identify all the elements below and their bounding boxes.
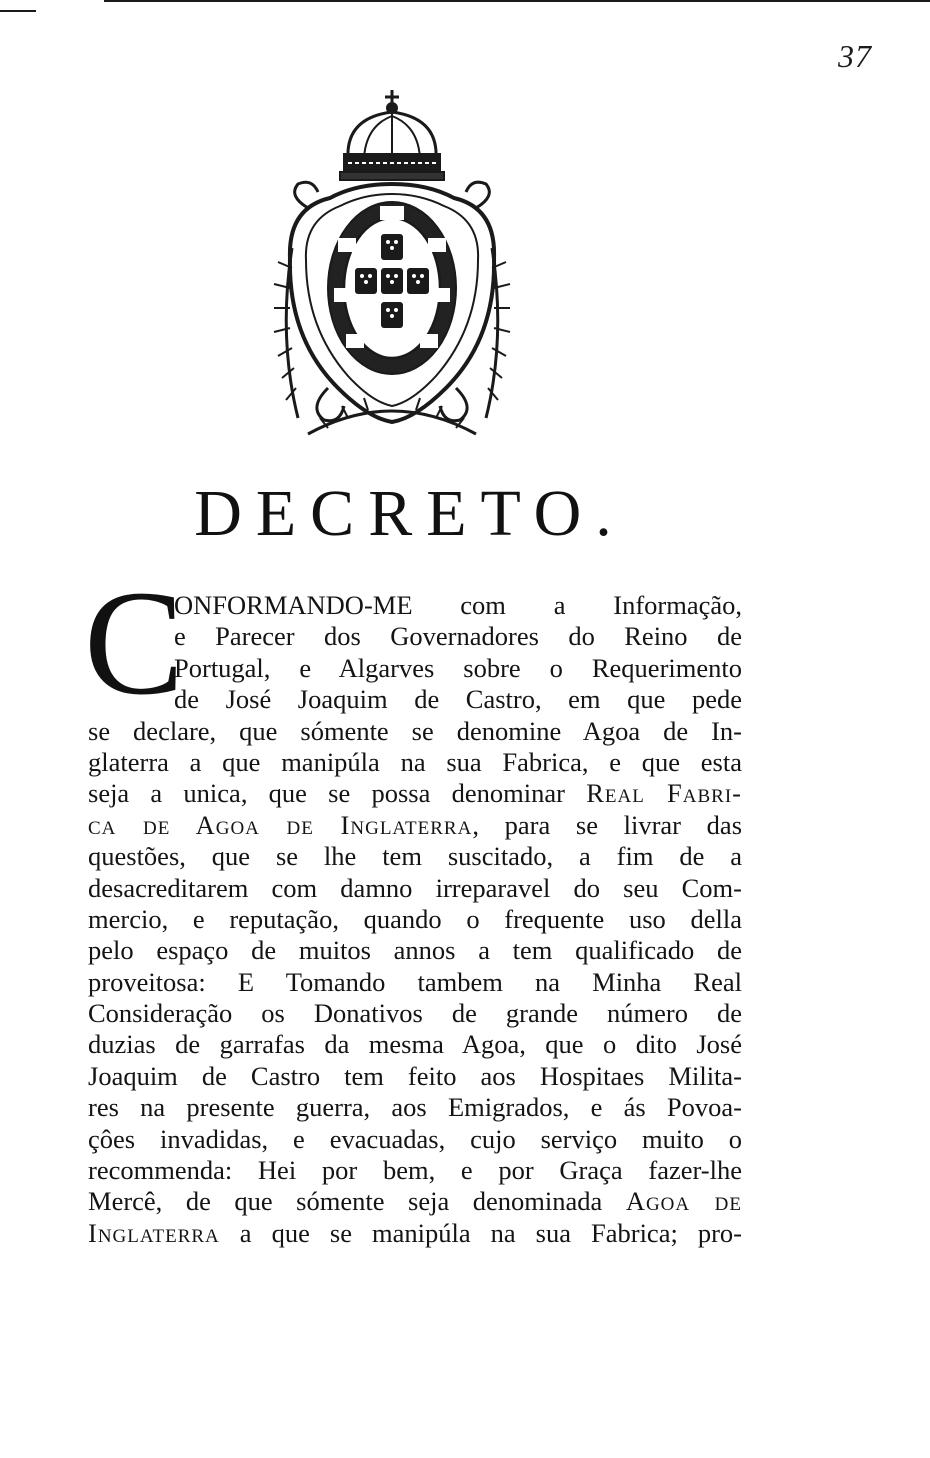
text-line bbox=[88, 778, 742, 809]
text-line bbox=[88, 1061, 742, 1092]
text-line bbox=[88, 747, 742, 778]
small-caps-text: ca de Agoa de Inglaterra bbox=[88, 809, 473, 840]
small-caps-text: Agoa de bbox=[625, 1186, 742, 1217]
text-segment: Mercê, de que sómente seja denominada bbox=[88, 1186, 626, 1217]
text-segment: Consideração os Donativos de grande número de bbox=[88, 998, 742, 1029]
text-line bbox=[88, 716, 742, 747]
small-caps-text: Inglaterra bbox=[88, 1217, 220, 1248]
text-segment: desacreditarem com damno irreparavel do seu Com- bbox=[88, 872, 742, 903]
text-segment: a que se manipúla na sua Fabrica; pro- bbox=[219, 1217, 742, 1248]
text-line bbox=[88, 590, 742, 621]
small-caps-text: Real Fabri- bbox=[586, 778, 742, 809]
text-line bbox=[88, 1092, 742, 1123]
text-segment: e Parecer dos Governadores do Reino de bbox=[174, 621, 742, 652]
text-line bbox=[88, 1218, 742, 1249]
text-segment: Portugal, e Algarves sobre o Requerimento bbox=[174, 652, 742, 683]
text-line bbox=[88, 1124, 742, 1155]
text-segment: questões, que se lhe tem suscitado, a fim de a bbox=[88, 841, 742, 872]
text-segment: mercio, e reputação, quando o frequente uso della bbox=[88, 903, 742, 934]
text-line bbox=[88, 684, 742, 715]
text-line bbox=[88, 935, 742, 966]
text-line bbox=[88, 1155, 742, 1186]
text-segment: duzias de garrafas da mesma Agoa, que o dito José bbox=[88, 1029, 742, 1060]
text-segment: proveitosa: E Tomando tambem na Minha Real bbox=[88, 966, 742, 997]
text-line bbox=[88, 904, 742, 935]
text-line bbox=[88, 810, 742, 841]
text-segment: glaterra a que manipúla na sua Fabrica, e que esta bbox=[88, 746, 742, 777]
text-line bbox=[88, 998, 742, 1029]
text-line bbox=[88, 653, 742, 684]
text-line bbox=[88, 621, 742, 652]
text-segment: de José Joaquim de Castro, em que pede bbox=[174, 684, 742, 715]
text-segment: Joaquim de Castro tem feito aos Hospitaes Milita- bbox=[88, 1060, 742, 1091]
top-rule bbox=[104, 0, 930, 2]
text-line bbox=[88, 841, 742, 872]
text-segment: res na presente guerra, aos Emigrados, e ás Povoa- bbox=[88, 1092, 742, 1123]
text-segment: se declare, que sómente se denomine Agoa de In- bbox=[88, 715, 742, 746]
text-segment: recommenda: Hei por bem, e por Graça fazer-lhe bbox=[88, 1155, 742, 1186]
decree-body bbox=[88, 590, 742, 1249]
text-segment: seja a unica, que se possa denominar bbox=[88, 778, 587, 809]
drop-cap: C bbox=[84, 560, 185, 726]
text-line bbox=[88, 1186, 742, 1217]
text-segment: pelo espaço de muitos annos a tem qualificado de bbox=[88, 935, 742, 966]
text-segment: , para se livrar das bbox=[472, 809, 743, 840]
folio-number: 37 bbox=[838, 38, 872, 74]
text-line bbox=[88, 873, 742, 904]
coat-of-arms-emblem bbox=[268, 88, 516, 438]
text-line bbox=[88, 967, 742, 998]
top-rule-fragment bbox=[0, 10, 36, 12]
decree-title: DECRETO. bbox=[194, 477, 626, 550]
text-segment: ONFORMANDO-ME com a Informação, bbox=[174, 590, 742, 620]
text-segment: çôes invadidas, e evacuadas, cujo serviço muito o bbox=[88, 1123, 742, 1154]
text-line bbox=[88, 1029, 742, 1060]
